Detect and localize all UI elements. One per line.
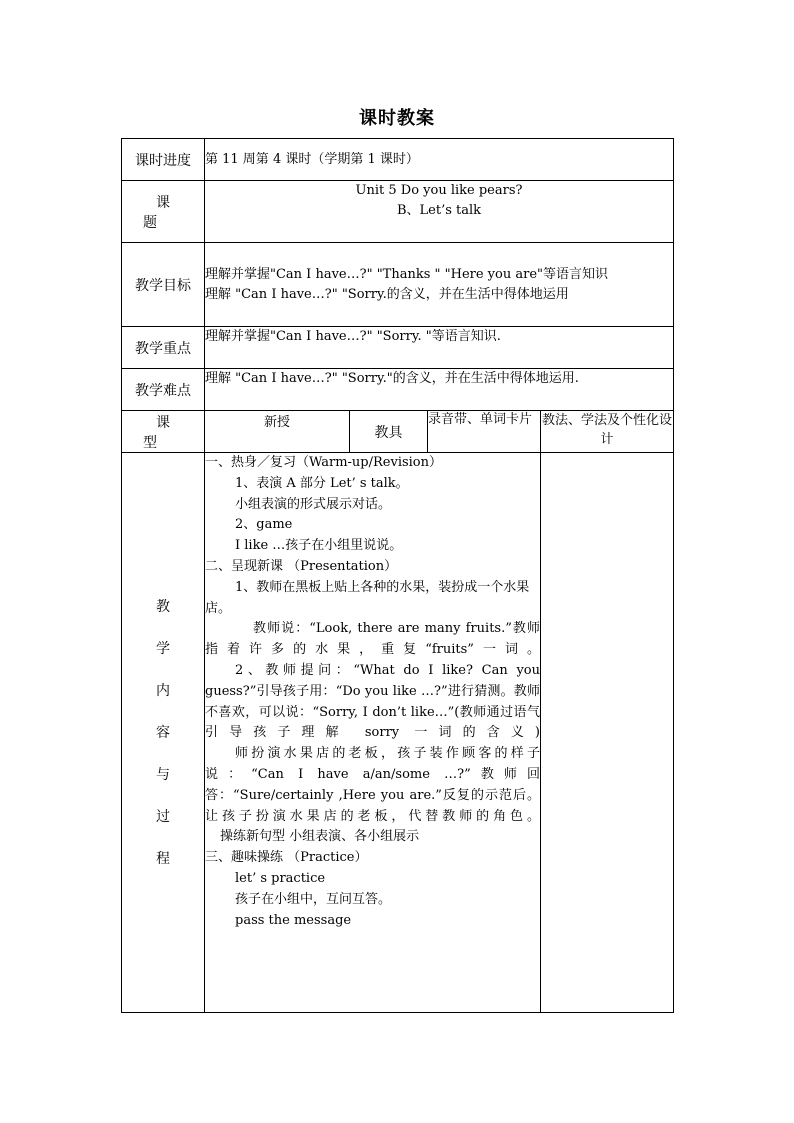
lesson-plan-table (121, 138, 674, 1013)
warmup-step-2: 2、game (235, 517, 293, 533)
topic-label: 课 题 (122, 181, 205, 243)
practice-step-1: let’ s practice (235, 870, 326, 886)
section-practice-heading: 三、趣味操练 （Practice） (205, 850, 368, 866)
method-label: 教法、学法及个性化设计 (541, 411, 674, 453)
goals-line-1: 理解并掌握"Can I have…?" "Thanks " "Here you are"等语言知识 (205, 266, 608, 282)
topic-section: B、Let’s talk (396, 203, 482, 218)
difficult-text: 理解 "Can I have…?" "Sorry."的含义，并在生活中得体地运用. (205, 371, 579, 386)
goals-value (205, 243, 674, 327)
presentation-step-2: 2、教师提问：“What do I like? Can you guess?”引导孩子用：“Do you like …?”进行猜测。教师不喜欢，可以说：“Sorry, I don’t like…”(教师通过语气引导孩子理解 sorry 一词的含义) (205, 662, 540, 741)
difficult-row (122, 369, 674, 411)
progress-label: 课时进度 (122, 139, 205, 181)
progress-value (205, 139, 674, 181)
presentation-role-play: 师扮演水果店的老板，孩子装作顾客的样子说：“Can I have a/an/some …?”教师回答：“Sure/certainly ,Here you are.”反复的示范后。让孩子扮演水果店的老板，代替教师的角色。 (205, 746, 540, 824)
warmup-step-1-detail: 小组表演的形式展示对话。 (235, 496, 392, 512)
section-presentation-heading: 二、呈现新课 （Presentation） (205, 558, 398, 574)
goals-line-2: 理解 "Can I have…?" "Sorry.的含义，并在生活中得体地运用 (205, 286, 569, 302)
type-label: 课 型 (122, 411, 205, 453)
drill-new-sentences: 操练新句型 小组表演、各小组展示 (220, 829, 420, 845)
practice-step-1-detail: 孩子在小组中，互问互答。 (235, 891, 392, 907)
presentation-step-1: 1、教师在黑板上贴上各种的水果，装扮成一个水果店。 (205, 579, 530, 616)
process-label-char-3: 内 (156, 682, 170, 699)
process-label-char-5: 与 (156, 766, 170, 783)
goals-row (122, 243, 674, 327)
process-label-char-4: 容 (156, 724, 170, 741)
method-content (541, 453, 674, 1013)
practice-step-2: pass the message (235, 912, 352, 928)
process-label-char-6: 过 (156, 808, 170, 825)
tools-label: 教具 (350, 411, 428, 453)
type-value: 新授 (205, 411, 350, 453)
process-label-char-1: 教 (156, 598, 170, 615)
key-label: 教学重点 (122, 327, 205, 369)
progress-text: 第 11 周第 4 课时（学期第 1 课时） (205, 151, 419, 167)
goals-label: 教学目标 (122, 243, 205, 327)
key-value (205, 327, 674, 369)
topic-unit: Unit 5 Do you like pears? (355, 183, 523, 198)
warmup-step-1: 1、表演 A 部分 Let’ s talk。 (235, 475, 409, 491)
process-content (205, 453, 541, 1013)
topic-row (122, 181, 674, 243)
key-row (122, 327, 674, 369)
type-row (122, 411, 674, 453)
process-label-char-2: 学 (156, 640, 170, 657)
topic-value (205, 181, 674, 243)
difficult-label: 教学难点 (122, 369, 205, 411)
warmup-step-2-detail: I like …孩子在小组里说说。 (235, 538, 403, 554)
process-label (122, 453, 205, 1013)
section-warmup-heading: 一、热身／复习（Warm-up/Revision） (205, 455, 443, 470)
difficult-value (205, 369, 674, 411)
tools-value: 录音带、单词卡片 (428, 411, 541, 453)
key-text: 理解并掌握"Can I have…?" "Sorry. "等语言知识. (205, 329, 501, 344)
page-title: 课时教案 (359, 108, 435, 129)
progress-row (122, 139, 674, 181)
process-row (122, 453, 674, 1013)
presentation-step-1-teacher-says: 教师说：“Look, there are many fruits.”教师指着许多的水果，重复“fruits”一词。 (205, 621, 540, 658)
process-label-char-7: 程 (156, 850, 170, 867)
